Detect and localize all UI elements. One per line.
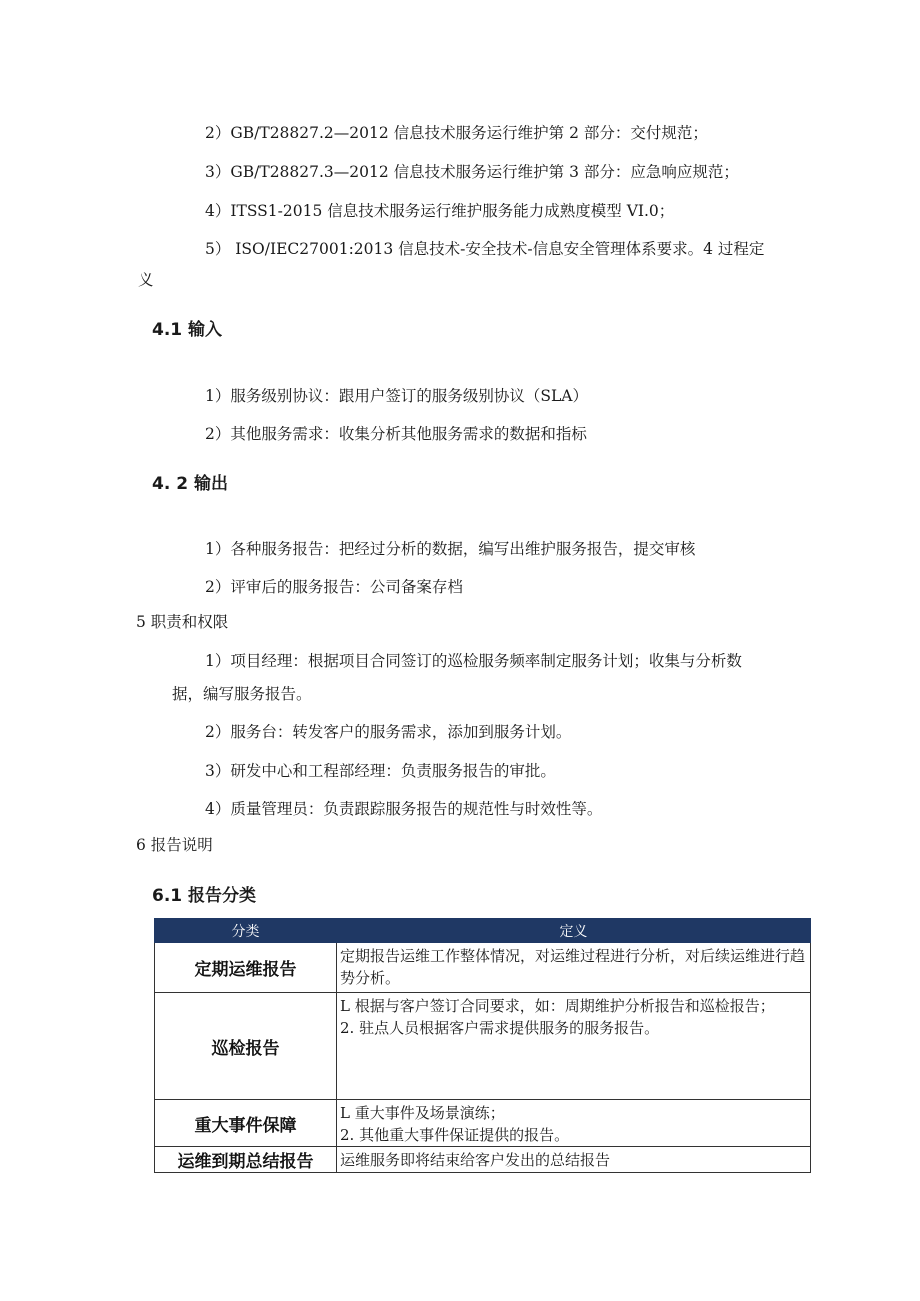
table-row (155, 1100, 811, 1147)
definition-line: 2. 驻点人员根据客户需求提供服务的服务报告。 (340, 1019, 660, 1037)
table-row (155, 1147, 811, 1173)
duty-item-4: 4）质量管理员：负责跟踪服务报告的规范性与时效性等。 (205, 800, 603, 818)
row-category: 重大事件保障 (155, 1100, 337, 1147)
duty-item-1: 1）项目经理：根据项目合同签订的巡检服务频率制定服务计划；收集与分析数 (205, 652, 742, 670)
header-definition: 定义 (337, 919, 811, 943)
section-6-1-heading: 6.1 报告分类 (152, 886, 257, 906)
duty-item-1-wrap: 据，编写服务报告。 (172, 685, 312, 703)
row-definition (337, 1100, 811, 1147)
row-category: 定期运维报告 (155, 943, 337, 993)
table-row (155, 993, 811, 1100)
definition-line: 定期报告运维工作整体情况，对运维过程进行分析，对后续运维进行趋势分析。 (340, 947, 806, 987)
row-definition (337, 943, 811, 993)
output-item-1: 1）各种服务报告：把经过分析的数据，编写出维护服务报告，提交审核 (205, 540, 696, 558)
table-header-row (155, 919, 811, 943)
duty-item-3: 3）研发中心和工程部经理：负责服务报告的审批。 (205, 762, 556, 780)
row-category: 巡检报告 (155, 993, 337, 1100)
duty-item-2: 2）服务台：转发客户的服务需求，添加到服务计划。 (205, 723, 572, 741)
table-row (155, 943, 811, 993)
standards-item-4: 4）ITSS1-2015 信息技术服务运行维护服务能力成熟度模型 VI.0； (205, 202, 675, 220)
standards-item-2: 2）GB/T28827.2—2012 信息技术服务运行维护第 2 部分：交付规范； (205, 124, 708, 142)
row-definition (337, 1147, 811, 1173)
standards-item-5: 5） ISO/IEC27001:2013 信息技术-安全技术-信息安全管理体系要求。4 过程定 (205, 240, 765, 258)
definition-line: L 根据与客户签订合同要求，如：周期维护分析报告和巡检报告； (340, 997, 775, 1015)
row-category: 运维到期总结报告 (155, 1147, 337, 1173)
header-category: 分类 (155, 919, 337, 943)
standards-item-5-wrap: 义 (138, 271, 154, 289)
section-6-heading: 6 报告说明 (136, 836, 213, 854)
definition-line: 运维服务即将结束给客户发出的总结报告 (340, 1151, 611, 1169)
input-item-2: 2）其他服务需求：收集分析其他服务需求的数据和指标 (205, 425, 587, 443)
standards-item-3: 3）GB/T28827.3—2012 信息技术服务运行维护第 3 部分：应急响应规范； (205, 163, 739, 181)
report-classification-table (154, 918, 811, 1173)
section-4-1-heading: 4.1 输入 (152, 320, 223, 340)
section-5-heading: 5 职责和权限 (136, 613, 229, 631)
output-item-2: 2）评审后的服务报告：公司备案存档 (205, 578, 463, 596)
definition-line: L 重大事件及场景演练； (340, 1104, 505, 1122)
section-4-2-heading: 4. 2 输出 (152, 474, 228, 494)
input-item-1: 1）服务级别协议：跟用户签订的服务级别协议（SLA） (205, 387, 588, 405)
definition-line: 2. 其他重大事件保证提供的报告。 (340, 1126, 570, 1144)
row-definition (337, 993, 811, 1100)
